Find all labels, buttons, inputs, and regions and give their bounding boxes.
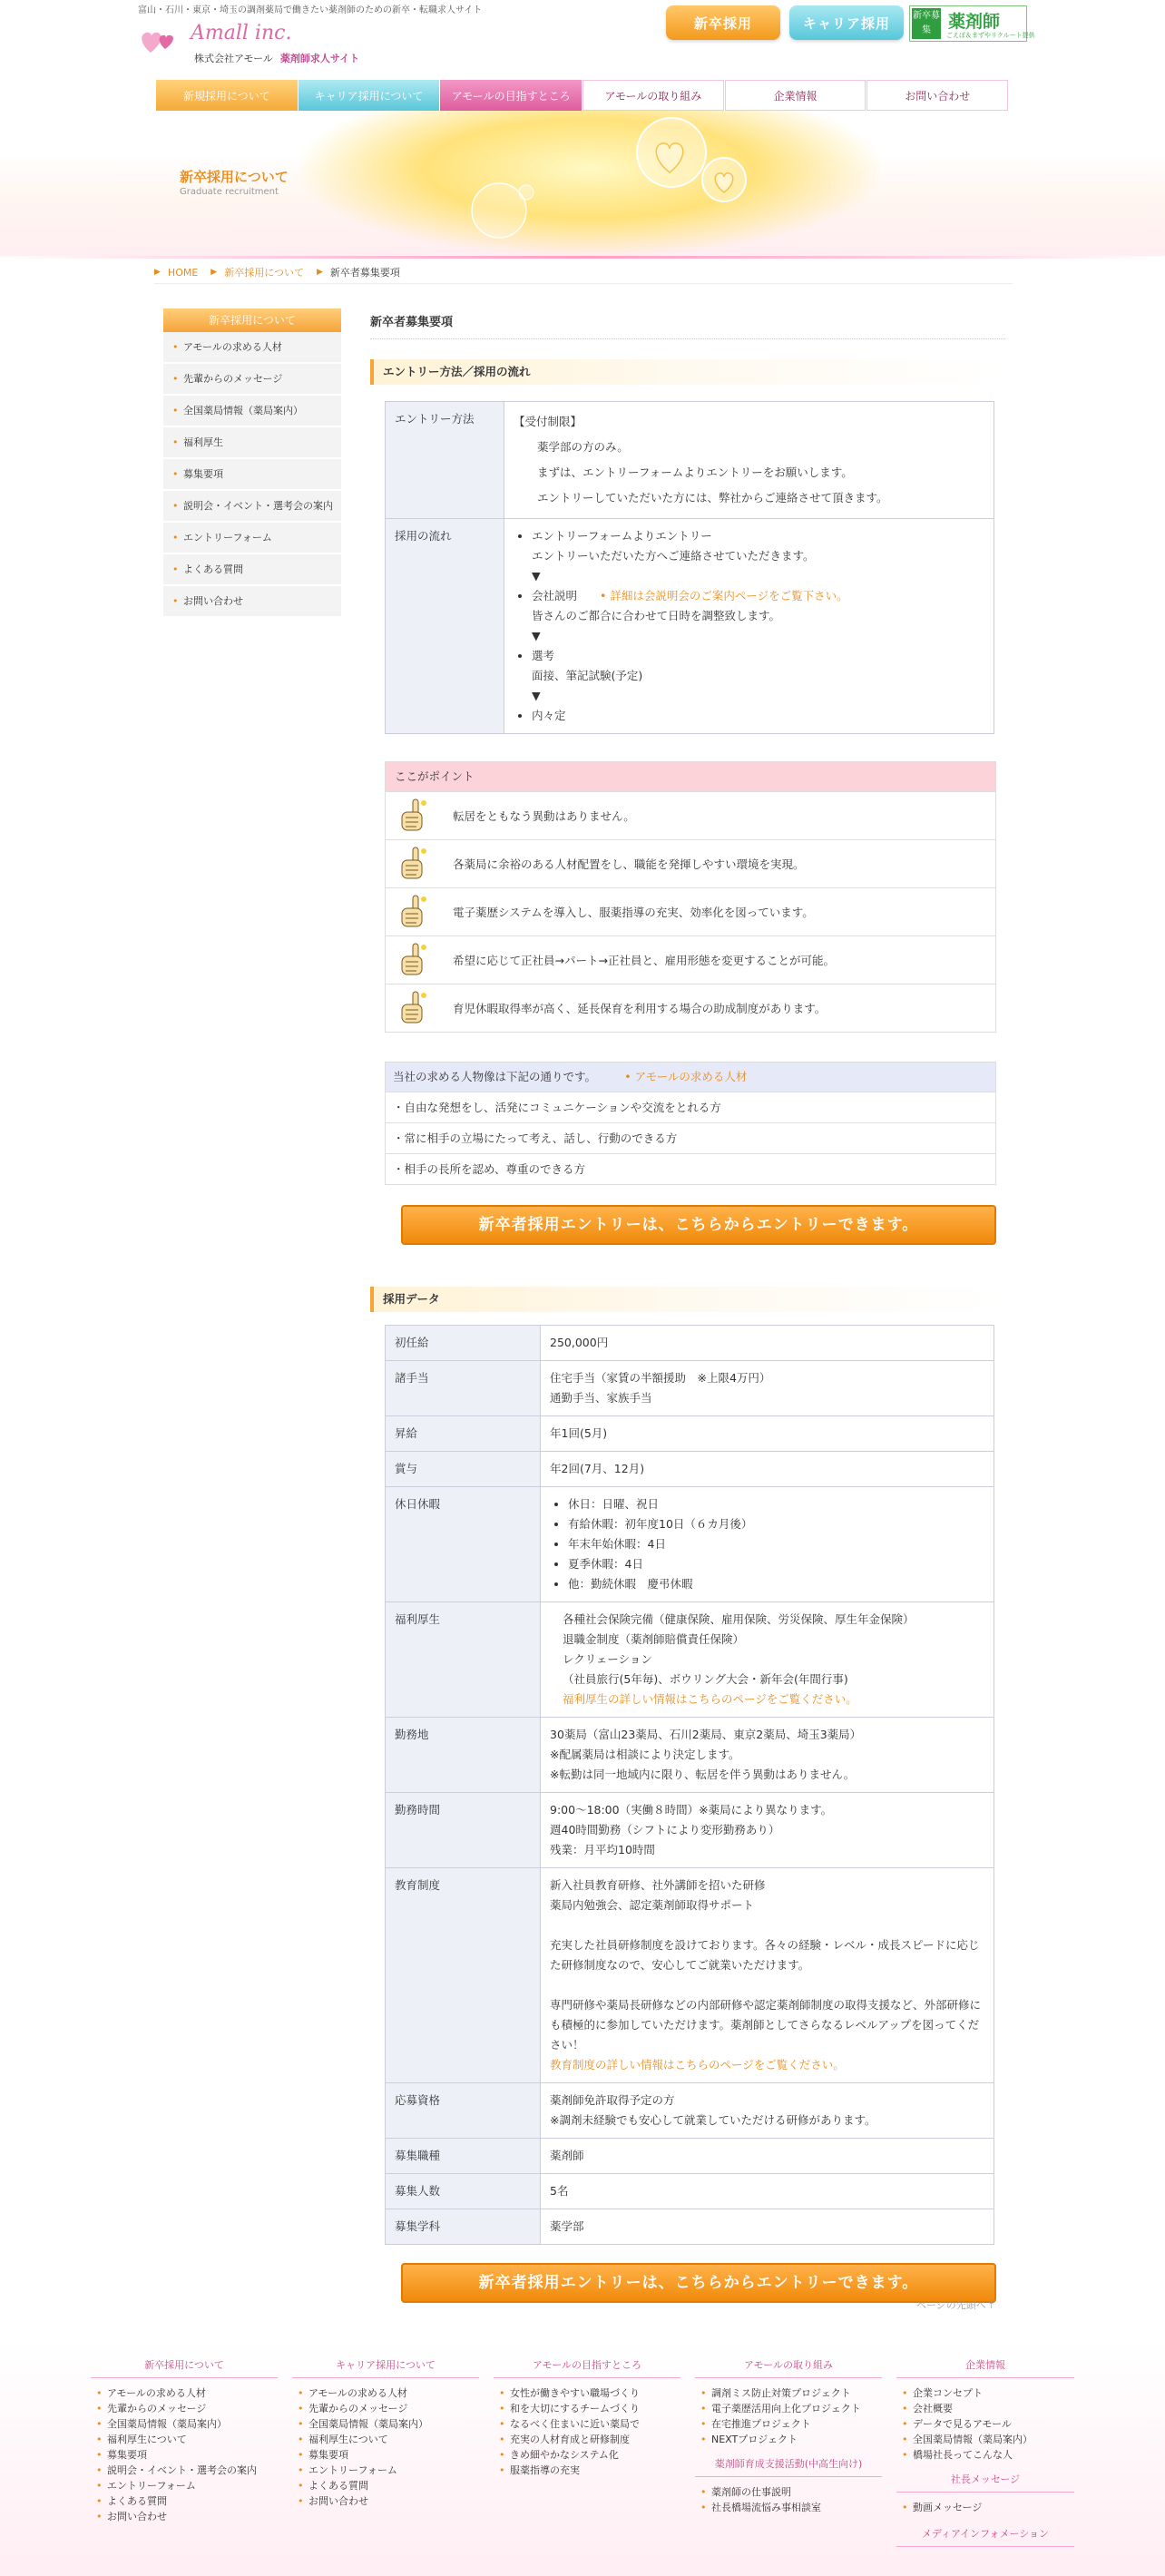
ideal-person-heading: 当社の求める人物像は下記の通りです。 • アモールの求める人材 xyxy=(386,1063,995,1092)
sidebar-item-messages[interactable]: • 先輩からのメッセージ xyxy=(163,364,341,396)
ideal-person-item: ・常に相手の立場にたって考え、話し、行動のできる方 xyxy=(386,1122,995,1153)
banner-subtitle: Graduate recruitment xyxy=(180,187,279,197)
ideal-person-box xyxy=(385,1062,996,1185)
pointing-hand-icon xyxy=(393,796,433,836)
page-title: 新卒者募集要項 xyxy=(370,309,1005,339)
job-type-value: 薬剤師 xyxy=(541,2139,994,2174)
bullet-icon: ▶ xyxy=(317,268,323,277)
yakuzaishi-banner[interactable] xyxy=(909,5,1035,42)
ideal-person-item: ・自由な発想をし、活発にコミュニケーションや交流をとれる方 xyxy=(386,1092,995,1122)
down-arrow-icon: ▼ xyxy=(532,629,541,642)
nav-company[interactable]: 企業情報 xyxy=(725,80,866,111)
pointing-hand-icon xyxy=(393,940,433,980)
welfare-label: 福利厚生 xyxy=(386,1602,541,1718)
logo-wordmark: Amall inc. xyxy=(191,22,292,44)
data-section-heading: 採用データ xyxy=(370,1287,1005,1312)
point-row: 転居をともなう異動はありません。 xyxy=(386,791,995,839)
sidebar-item-requirements[interactable]: • 募集要項 xyxy=(163,459,341,491)
footer-col-company: 企業情報 • 企業コンセプト • 会社概要 • データで見るアモール • 全国薬局情報（薬局案内） • 橋場社長ってこんな人 社長メッセージ • 動画メッセージ メディアインフォメーション xyxy=(896,2357,1074,2554)
sidebar-heading: 新卒採用について xyxy=(163,309,341,332)
entry-method-label: エントリー方法 xyxy=(386,402,504,519)
points-heading: ここがポイント xyxy=(386,762,995,791)
ideal-person-item: ・相手の長所を認め、尊重のできる方 xyxy=(386,1153,995,1184)
flow-label: 採用の流れ xyxy=(386,519,504,734)
new-graduate-button[interactable]: 新卒採用 xyxy=(666,5,780,40)
entry-button[interactable]: 新卒者採用エントリーは、こちらからエントリーできます。 xyxy=(401,1205,996,1245)
hours-value: 9:00～18:00（実働８時間）※薬局により異なります。 週40時間勤務（シフトにより変形勤務あり） 残業：月平均10時間 xyxy=(541,1793,994,1868)
job-type-label: 募集職種 xyxy=(386,2139,541,2174)
breadcrumb xyxy=(154,261,1013,284)
sidebar-item-faq[interactable]: • よくある質問 xyxy=(163,554,341,586)
footer-col-vision: アモールの目指すところ • 女性が働きやすい職場づくり • 和を大切にするチームづくり • なるべく住まいに近い薬局で • 充実の人材育成と研修制度 • きめ細やかなシステム化 • 服薬指導の充実 xyxy=(494,2357,680,2478)
pointing-hand-icon xyxy=(393,892,433,932)
entry-table xyxy=(385,401,994,734)
education-label: 教育制度 xyxy=(386,1868,541,2083)
nav-career[interactable]: キャリア採用について xyxy=(299,80,440,111)
flow-value: • エントリーフォームよりエントリー エントリーいただいた方へご連絡させていただきます。 ▼ • 会社説明 • 詳細は会説明会のご案内ページをご覧下さい。 皆さんのご都合に合わせて日時を調整致します。 ▼ • 選考 面接、筆記試験(予定) ▼ • 内々定 xyxy=(504,519,994,734)
global-nav xyxy=(156,80,1009,111)
banner-glow xyxy=(299,111,880,256)
bonus-label: 賞与 xyxy=(386,1452,541,1487)
location-value: 30薬局（富山23薬局、石川2薬局、東京2薬局、埼玉3薬局） ※配属薬局は相談により決定します。 ※転勤は同一地域内に限り、転居を伴う異動はありません。 xyxy=(541,1718,994,1793)
point-row: 希望に応じて正社員→パート→正社員と、雇用形態を変更することが可能。 xyxy=(386,935,995,984)
qualification-label: 応募資格 xyxy=(386,2083,541,2139)
headcount-value: 5名 xyxy=(541,2174,994,2209)
page-top-link[interactable]: ページの先頭へ ⤒ xyxy=(916,2299,994,2311)
site-tagline: 富山・石川・東京・埼玉の調剤薬局で働きたい薬剤師のための新卒・転職求人サイト xyxy=(138,5,483,15)
points-box xyxy=(385,761,996,1033)
bubble-hearts-icon xyxy=(617,116,762,216)
salary-label: 初任給 xyxy=(386,1326,541,1361)
career-button[interactable]: キャリア採用 xyxy=(789,5,904,40)
banner-title: 新卒採用について xyxy=(180,169,289,185)
footer-col-new-graduate: 新卒採用について • アモールの求める人材 • 先輩からのメッセージ • 全国薬局情報（薬局案内） • 福利厚生について • 募集要項 • 説明会・イベント・選考会の案内 • エントリーフォーム • よくある質問 • お問い合わせ xyxy=(91,2357,278,2524)
site-logo[interactable] xyxy=(138,20,374,67)
allowance-label: 諸手当 xyxy=(386,1361,541,1416)
sidebar-item-events[interactable]: • 説明会・イベント・選考会の案内 xyxy=(163,491,341,523)
breadcrumb-current: 新卒者募集要項 xyxy=(329,267,400,279)
yak-title: 薬剤師 xyxy=(948,12,1001,32)
bullet-icon: ▶ xyxy=(210,268,218,277)
down-arrow-icon: ▼ xyxy=(532,569,541,583)
raise-label: 昇給 xyxy=(386,1416,541,1452)
nav-contact[interactable]: お問い合わせ xyxy=(866,80,1008,111)
up-arrow-icon: ⤒ xyxy=(989,2299,994,2311)
headcount-label: 募集人数 xyxy=(386,2174,541,2209)
sidebar-item-contact[interactable]: • お問い合わせ xyxy=(163,586,341,618)
raise-value: 年1回(5月) xyxy=(541,1416,994,1452)
welfare-link[interactable]: 福利厚生の詳しい情報はこちらのページをご覧ください。 xyxy=(563,1692,857,1706)
yak-badge: 新卒募集 xyxy=(912,8,941,39)
nav-initiatives[interactable]: アモールの取り組み xyxy=(582,80,724,111)
department-label: 募集学科 xyxy=(386,2209,541,2245)
point-row: 育児休暇取得率が高く、延長保育を利用する場合の助成制度があります。 xyxy=(386,984,995,1032)
nav-new-graduate[interactable]: 新規採用について xyxy=(156,80,298,111)
salary-value: 250,000円 xyxy=(541,1326,994,1361)
allowance-value: 住宅手当（家賃の半額援助 ※上限4万円） 通勤手当、家族手当 xyxy=(541,1361,994,1416)
education-value: 新入社員教育研修、社外講師を招いた研修 薬局内勉強会、認定薬剤師取得サポート 充実した社員研修制度を設けております。各々の経験・レベル・成長スピードに応じた研修制度なので、安心してご就業いただけます。 専門研修や薬局長研修などの内部研修や認定薬剤師制度の取得支援など、外部研修にも積極的に参加していただけます。薬剤師としてさらなるレベルアップを図ってください！ 教育制度の詳しい情報はこちらのページをご覧ください。 xyxy=(541,1868,994,2083)
welfare-value: 各種社会保険完備（健康保険、雇用保険、労災保険、厚生年金保険） 退職金制度（薬剤師賠償責任保険） レクリェーション （社員旅行(5年毎)、ボウリング大会・新年会(年間行事) 福利厚生の詳しい情報はこちらのページをご覧ください。 xyxy=(541,1602,994,1718)
down-arrow-icon: ▼ xyxy=(532,689,541,702)
sidebar-item-entry-form[interactable]: • エントリーフォーム xyxy=(163,523,341,554)
recruitment-data-table xyxy=(385,1325,994,2245)
qualification-value: 薬剤師免許取得予定の方 ※調剤未経験でも安心して就業していただける研修があります。 xyxy=(541,2083,994,2139)
education-link[interactable]: 教育制度の詳しい情報はこちらのページをご覧ください。 xyxy=(550,2058,845,2072)
seminar-link[interactable]: • 詳細は会説明会のご案内ページをご覧下さい。 xyxy=(600,589,848,602)
bullet-icon: ▶ xyxy=(154,268,161,277)
footer-col-initiatives: アモールの取り組み • 調剤ミス防止対策プロジェクト • 電子薬歴活用向上化プロジェクト • 在宅推進プロジェクト • NEXTプロジェクト 薬剤師育成支援活動(中高生向け) • 薬剤師の仕事説明 • 社長橋場流悩み事相談室 xyxy=(695,2357,882,2515)
nav-vision[interactable]: アモールの目指すところ xyxy=(440,80,582,111)
sidebar-item-pharmacies[interactable]: • 全国薬局情報（薬局案内） xyxy=(163,396,341,427)
point-row: 各薬局に余裕のある人材配置をし、職能を発揮しやすい環境を実現。 xyxy=(386,839,995,887)
holiday-label: 休日休暇 xyxy=(386,1487,541,1602)
sidebar-item-ideal-person[interactable]: • アモールの求める人材 xyxy=(163,332,341,364)
entry-section-heading: エントリー方法／採用の流れ xyxy=(370,359,1005,385)
location-label: 勤務地 xyxy=(386,1718,541,1793)
main-content xyxy=(370,309,1005,2303)
sidebar-item-welfare[interactable]: • 福利厚生 xyxy=(163,427,341,459)
bubble-icon xyxy=(463,174,535,247)
yak-subtitle: ごえぽ＆まずやリクルート提供 xyxy=(946,32,1035,39)
hours-label: 勤務時間 xyxy=(386,1793,541,1868)
hearts-icon xyxy=(138,25,183,58)
entry-method-value: 【受付制限】 薬学部の方のみ。 まずは、エントリーフォームよりエントリーをお願いします。 エントリーしていただいた方には、弊社からご連絡させて頂きます。 xyxy=(504,402,994,519)
footer-col-career: キャリア採用について • アモールの求める人材 • 先輩からのメッセージ • 全国薬局情報（薬局案内） • 福利厚生について • 募集要項 • エントリーフォーム • よくある質問 • お問い合わせ xyxy=(292,2357,479,2509)
footer xyxy=(0,2339,1165,2576)
bonus-value: 年2回(7月、12月) xyxy=(541,1452,994,1487)
pointing-hand-icon xyxy=(393,844,433,884)
breadcrumb-home[interactable]: HOME xyxy=(167,266,199,279)
breadcrumb-new-graduate[interactable]: 新卒採用について xyxy=(224,267,304,279)
department-value: 薬学部 xyxy=(541,2209,994,2245)
ideal-person-link[interactable]: • アモールの求める人材 xyxy=(624,1070,747,1083)
entry-button-bottom[interactable]: 新卒者採用エントリーは、こちらからエントリーできます。 xyxy=(401,2263,996,2303)
holiday-value: • 休日：日曜、祝日 • 有給休暇：初年度10日（６カ月後） • 年末年始休暇：4日 • 夏季休暇：4日 • 他：勤続休暇 慶弔休暇 xyxy=(541,1487,994,1602)
banner-divider xyxy=(0,256,1165,259)
page-banner xyxy=(0,111,1165,258)
logo-subtitle: 株式会社アモール 薬剤師求人サイト xyxy=(194,53,360,64)
sidebar xyxy=(163,309,341,618)
pointing-hand-icon xyxy=(393,988,433,1028)
point-row: 電子薬歴システムを導入し、服薬指導の充実、効率化を図っています。 xyxy=(386,887,995,935)
